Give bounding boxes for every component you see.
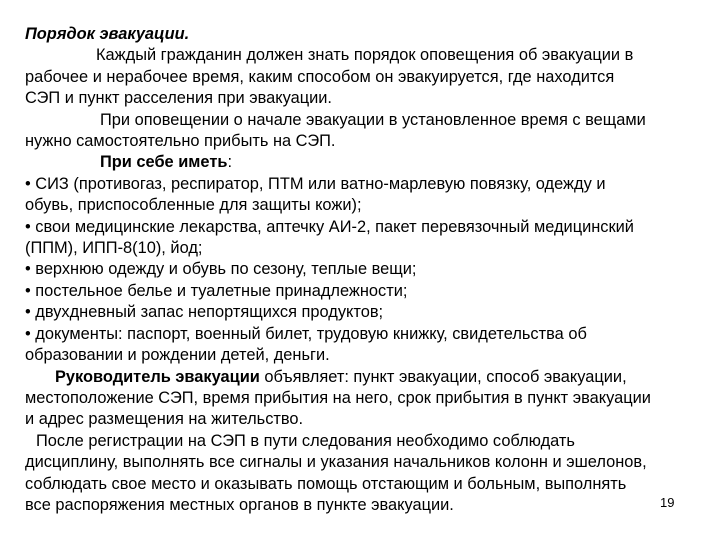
document-body: [25, 24, 717, 516]
paragraph-line: местоположение СЭП, время прибытия на него, срок прибытия в пункт эвакуации: [25, 388, 651, 407]
evacuation-head-rest: объявляет: пункт эвакуации, способ эвакуации,: [259, 367, 627, 386]
list-item: • документы: паспорт, военный билет, трудовую книжку, свидетельства об: [25, 324, 587, 343]
list-item: • постельное белье и туалетные принадлежности;: [25, 281, 408, 300]
subheading-bold: При себе иметь: [100, 153, 228, 172]
list-item: • верхнюю одежду и обувь по сезону, теплые вещи;: [25, 260, 417, 279]
list-item: • СИЗ (противогаз, респиратор, ПТМ или ватно-марлевую повязку, одежду и: [25, 174, 606, 193]
paragraph-line: нужно самостоятельно прибыть на СЭП.: [25, 132, 336, 151]
subheading-line: [25, 152, 717, 173]
paragraph-line: рабочее и нерабочее время, каким способом он эвакуируется, где находится: [25, 67, 615, 86]
paragraph-line: При оповещении о начале эвакуации в установленное время с вещами: [100, 110, 646, 129]
paragraph-line: Каждый гражданин должен знать порядок оповещения об эвакуации в: [96, 46, 634, 65]
section-title: Порядок эвакуации.: [25, 25, 190, 43]
paragraph-line: После регистрации на СЭП в пути следования необходимо соблюдать: [36, 431, 575, 450]
page-number: 19: [660, 495, 675, 510]
list-item: • свои медицинские лекарства, аптечку АИ-2, пакет перевязочный медицинский: [25, 217, 634, 236]
list-item-continuation: образовании и рождении детей, деньги.: [25, 346, 330, 365]
list-item-continuation: обувь, приспособленные для защиты кожи);: [25, 196, 362, 215]
paragraph-line: дисциплину, выполнять все сигналы и указания начальников колонн и эшелонов,: [25, 453, 647, 472]
paragraph-line: соблюдать свое место и оказывать помощь отстающим и больным, выполнять: [25, 474, 627, 493]
evacuation-head-bold: Руководитель эвакуации: [55, 367, 260, 386]
paragraph-line: и адрес размещения на жительство.: [25, 410, 304, 429]
list-item-continuation: (ППМ), ИПП-8(10), йод;: [25, 239, 203, 258]
subheading-colon: :: [227, 153, 232, 172]
list-item: • двухдневный запас непортящихся продуктов;: [25, 303, 384, 322]
paragraph-line: [25, 367, 717, 388]
paragraph-line: все распоряжения местных органов в пункте эвакуации.: [25, 495, 454, 514]
paragraph-line: СЭП и пункт расселения при эвакуации.: [25, 89, 332, 108]
